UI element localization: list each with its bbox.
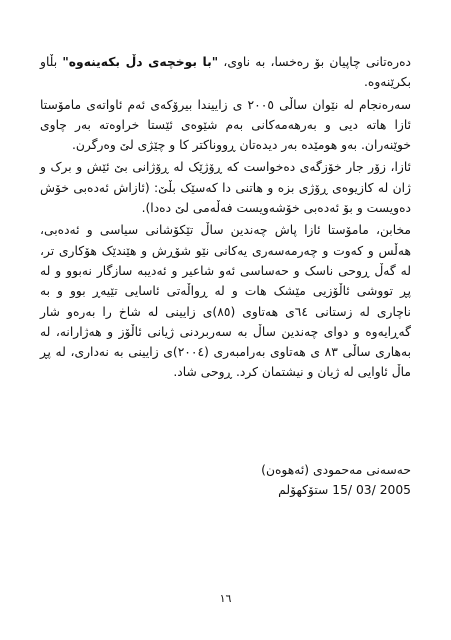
body-text	[40, 52, 411, 383]
paragraph-1	[40, 52, 411, 93]
paragraph-2: سەرەنجام لە نێوان ساڵی ٢٠٠٥ ی زاییندا بیرۆکەی ئەم ئاواتەی مامۆستا ئازا هاتە دیی و بەرهەمەکانی بەم شێوەی ئێستا خراوەتە بەر چاوی خوێنەران. بەو هومێدە بەر دیدەتان ڕووناکتر کا و چێژی لێ وەرگرن.	[40, 97, 412, 153]
paragraph-1-end: بڵاو بکرێنەوە.	[40, 55, 411, 90]
paragraph-1-intro: دەرەتانی چاپیان بۆ رەخسا، بە ناوی،	[218, 55, 411, 69]
paragraph-4: مخابن، مامۆستا ئازا پاش چەندین ساڵ تێکۆشانی سیاسی و ئەدەبی، هەڵس و کەوت و چەرمەسەری یەکانی نێو شۆڕش و هێندێک هۆکاری تر، لە گەڵ ڕوحی ناسک و حەساسی ئەو شاعیر و ئەدیبە سازگار نەبوو و لە پڕ تووشی ئاڵۆزیی مێشک هات و لە ڕواڵەتی ئاسایی تێیەڕ بوو و بە ناچاری لە زستانی ٦٤ی هەتاوی (٨٥)ی زایینی لە شاخ را بەرەو شار گەڕایەوە و دوای چەندین ساڵ بە سەربردنی ژیانی ئاڵۆز و هەژارانە، لە بەهاری ساڵی ٨٣ ی هەتاوی بەرامبەری (٢٠٠٤)ی زایینی بە نەداری، لە پڕ ماڵ ئاوایی لە ژیان و نیشتمان کرد. ڕوحی شاد.	[40, 223, 411, 380]
signature-block	[261, 460, 411, 500]
paragraph-3: ئازا، زۆر جار خۆزگەی دەخواست کە ڕۆژێک لە ڕۆژانی بێ ئێش و برک و ژان لە کازیوەی ڕۆژی بزە و هاتنی دا کەسێک بڵێ: (ئازاش ئەدەبی خۆش دەویست و بۆ ئەدەبی خۆشەویست فەڵەمی لێ دەدا).	[40, 160, 411, 216]
date-place: 2005 /03 /15 ستۆکهۆلم	[278, 483, 411, 497]
book-title: "با بوخچەی دڵ بکەینەوە"	[62, 55, 219, 69]
page-number: ١٦	[219, 592, 232, 605]
author-name: حەسەنی مەحمودی (ئەهوەن)	[261, 463, 411, 477]
